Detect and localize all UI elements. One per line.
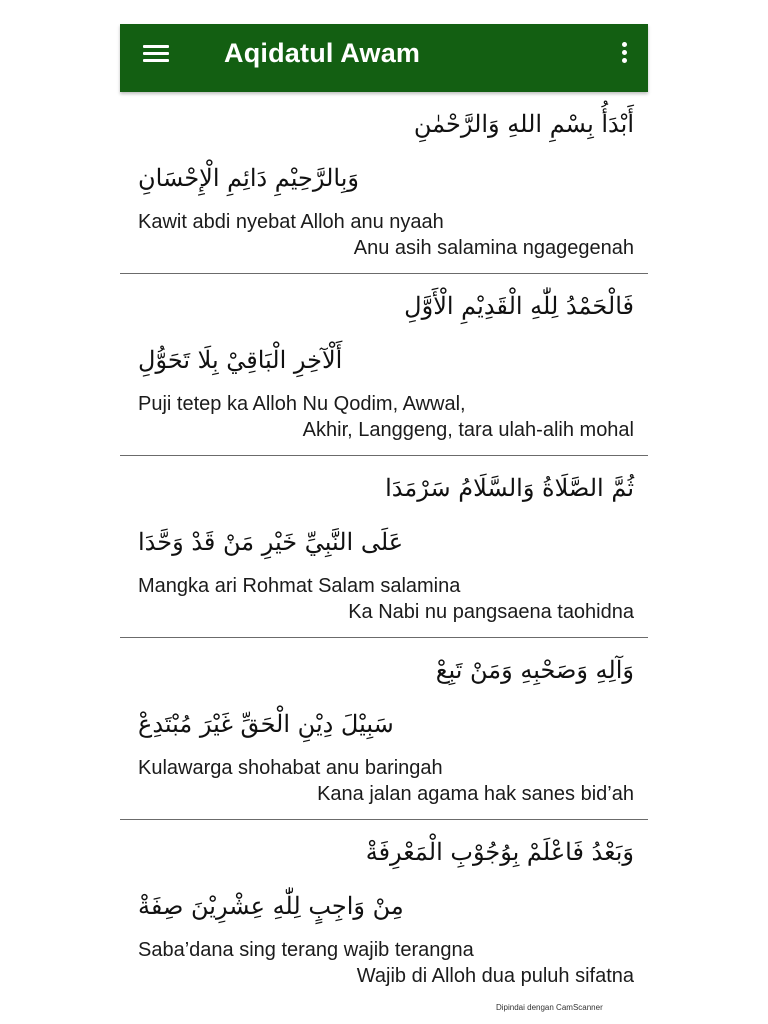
arabic-line-1: وَبَعْدُ فَاعْلَمْ بِوُجُوْبِ الْمَعْرِفَةْ xyxy=(365,838,634,866)
verse-list xyxy=(120,92,648,1001)
app-bar xyxy=(120,24,648,92)
translation-line-1: Mangka ari Rohmat Salam salamina xyxy=(138,575,461,597)
app-screen xyxy=(120,24,648,994)
translation-line-2: Kana jalan agama hak sanes bid’ah xyxy=(317,783,634,805)
verse-item[interactable] xyxy=(120,820,648,1001)
arabic-line-1: ثُمَّ الصَّلَاةُ وَالسَّلَامُ سَرْمَدَا xyxy=(385,474,634,502)
verse-item[interactable] xyxy=(120,638,648,820)
arabic-line-1: أَبْدَأُ بِسْمِ اللهِ وَالرَّحْمٰنِ xyxy=(413,110,634,138)
hamburger-menu-icon[interactable] xyxy=(140,42,172,72)
translation-line-1: Saba’dana sing terang wajib terangna xyxy=(138,939,474,961)
translation-line-2: Anu asih salamina ngagegenah xyxy=(353,237,634,259)
translation-line-1: Kulawarga shohabat anu baringah xyxy=(138,757,443,779)
arabic-line-2: أَلْآخِرِ الْبَاقِيْ بِلَا تَحَوُّلِ xyxy=(138,346,343,374)
arabic-line-1: فَالْحَمْدُ لِلّٰهِ الْقَدِيْمِ الْأَوَّلِ xyxy=(404,292,634,320)
translation-line-2: Ka Nabi nu pangsaena taohidna xyxy=(348,601,634,623)
arabic-line-1: وَآلِهِ وَصَحْبِهِ وَمَنْ تَبِعْ xyxy=(435,656,634,684)
scanner-watermark: Dipindai dengan CamScanner xyxy=(496,1003,603,1012)
translation-line-1: Kawit abdi nyebat Alloh anu nyaah xyxy=(138,211,444,233)
translation-line-2: Akhir, Langgeng, tara ulah-alih mohal xyxy=(302,419,634,441)
translation-line-2: Wajib di Alloh dua puluh sifatna xyxy=(356,965,634,987)
verse-item[interactable] xyxy=(120,274,648,456)
more-options-icon[interactable] xyxy=(612,38,636,74)
verse-item[interactable] xyxy=(120,92,648,274)
arabic-line-2: عَلَى النَّبِيِّ خَيْرِ مَنْ قَدْ وَحَّدَا xyxy=(138,528,404,556)
arabic-line-2: وَبِالرَّحِيْمِ دَائِمِ الْإِحْسَانِ xyxy=(138,164,359,192)
verse-item[interactable] xyxy=(120,456,648,638)
translation-line-1: Puji tetep ka Alloh Nu Qodim, Awwal, xyxy=(138,393,466,415)
app-title: Aqidatul Awam xyxy=(224,38,421,68)
arabic-line-2: سَبِيْلَ دِيْنِ الْحَقِّ غَيْرَ مُبْتَدِعْ xyxy=(138,710,394,738)
arabic-line-2: مِنْ وَاجِبٍ لِلّٰهِ عِشْرِيْنَ صِفَةْ xyxy=(138,892,404,920)
